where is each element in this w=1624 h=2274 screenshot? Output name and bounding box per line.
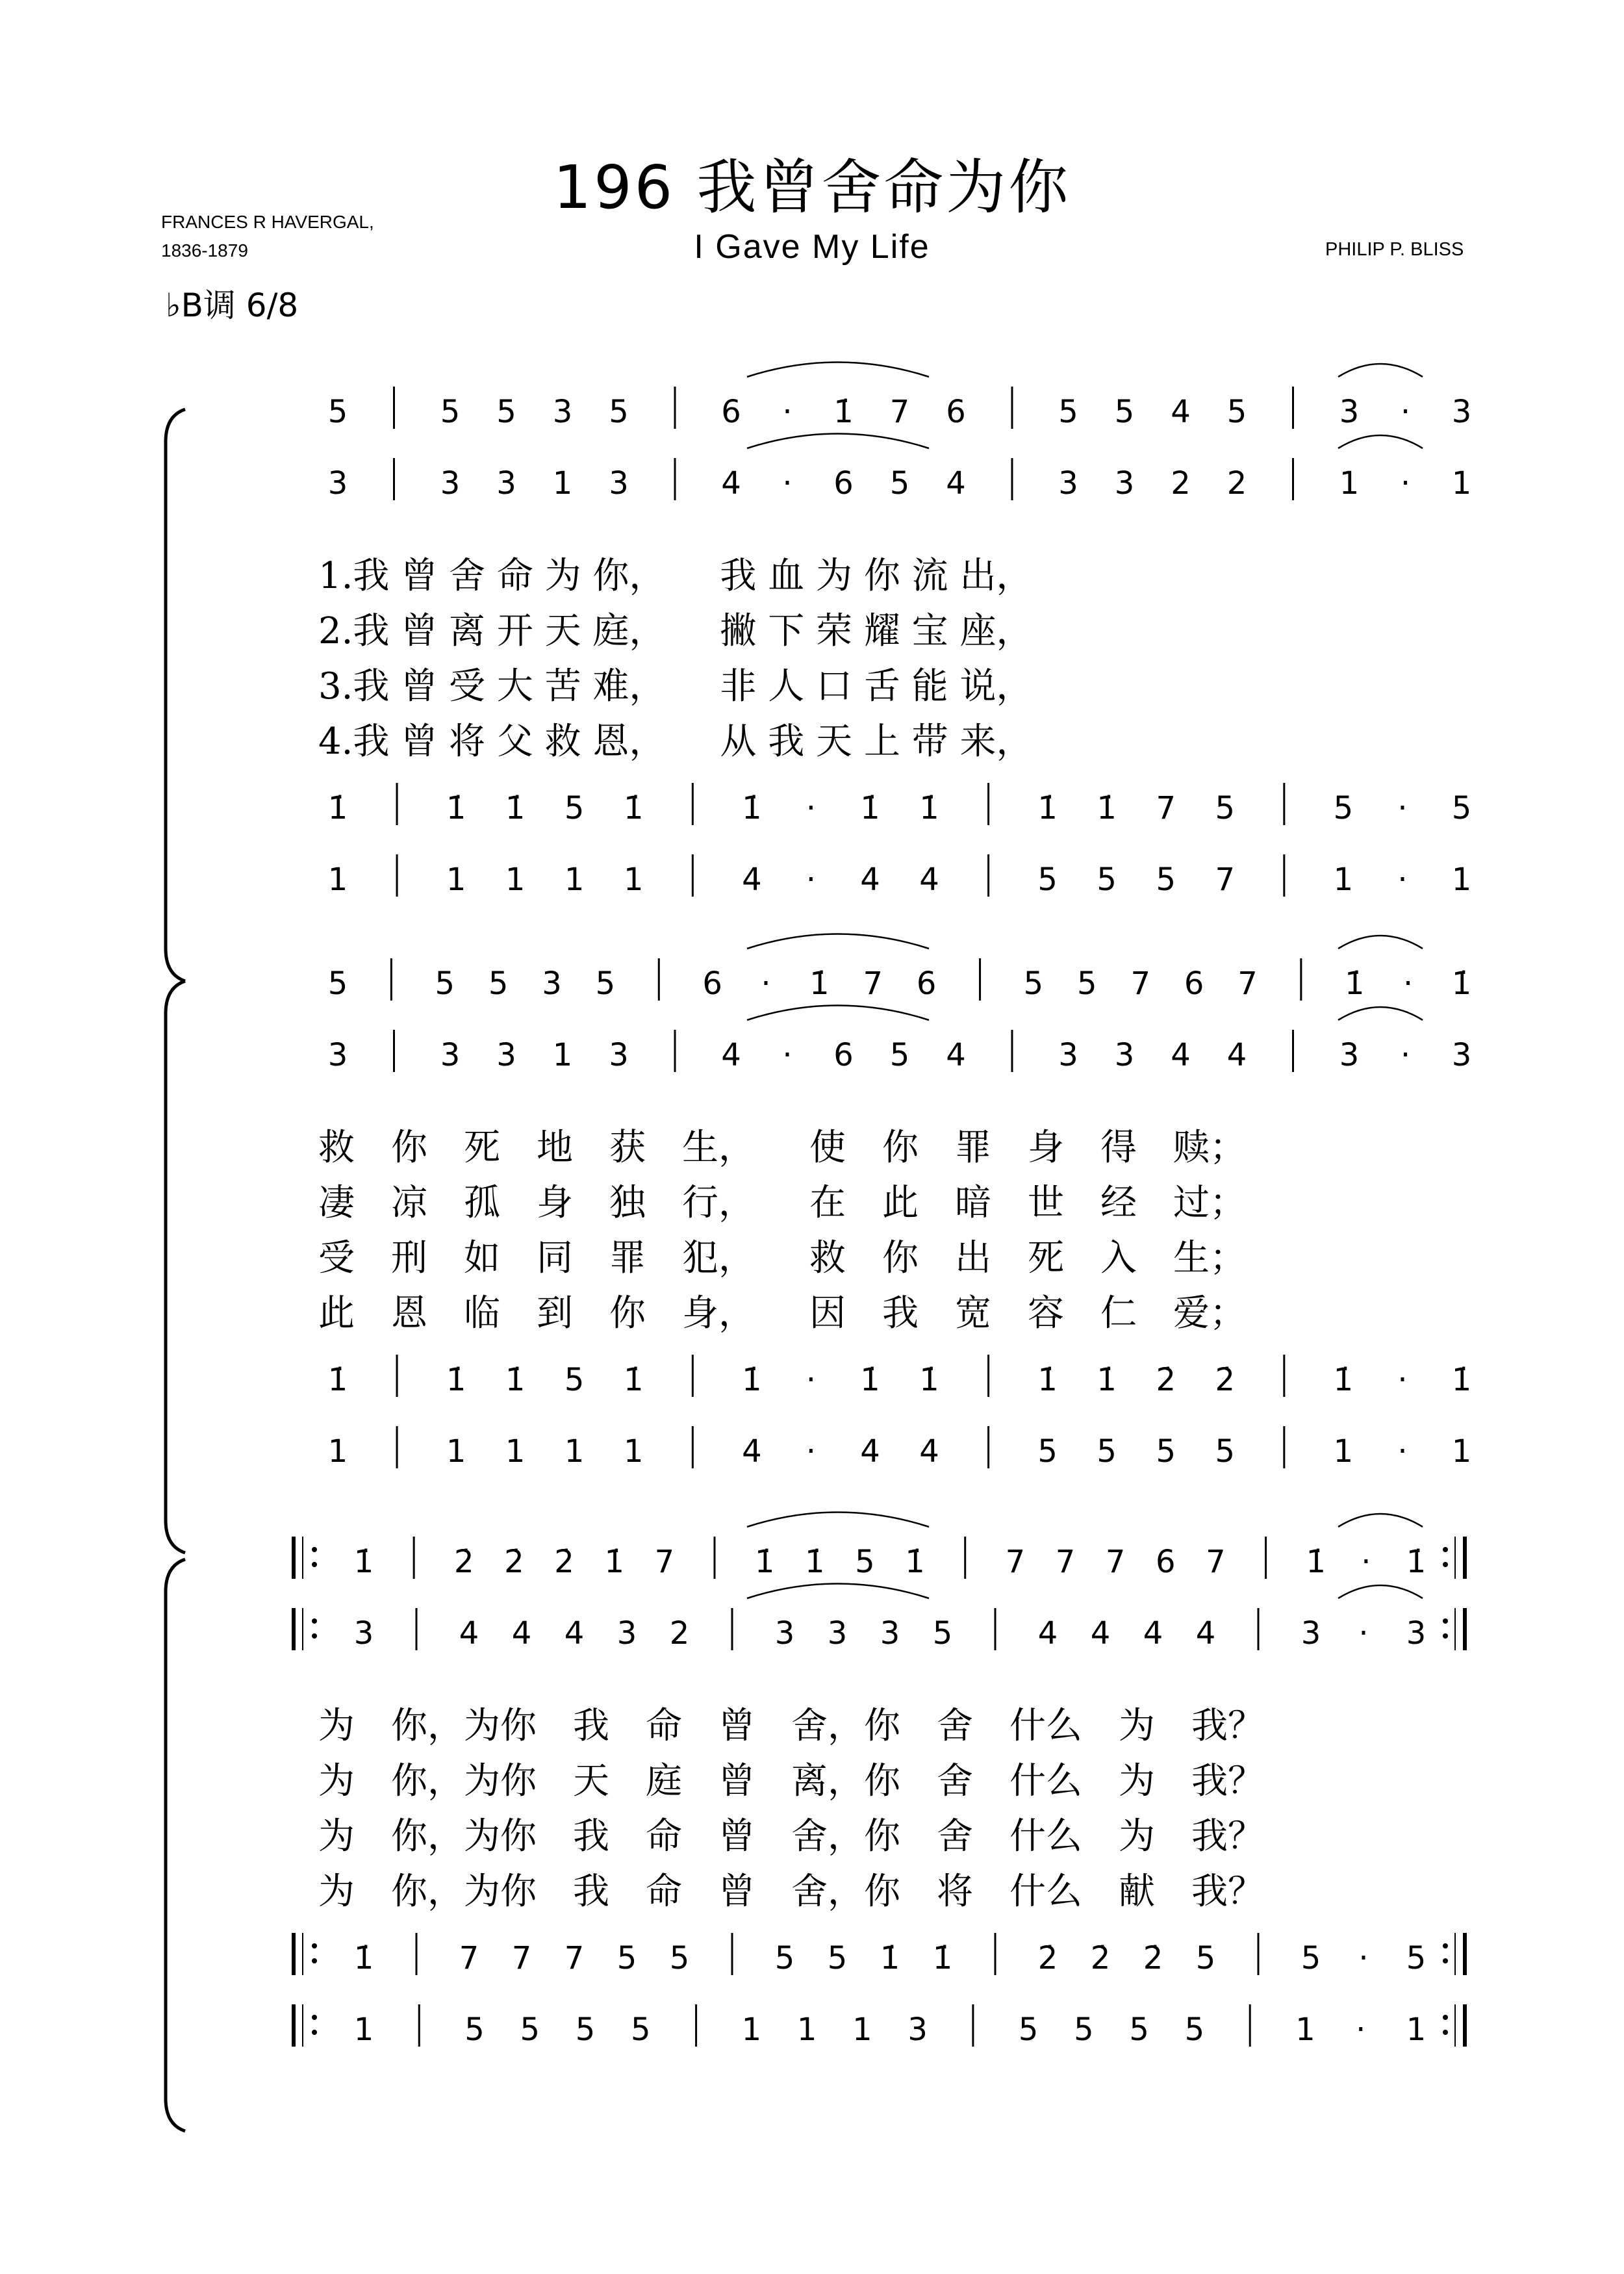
score-note: 1̇ [919, 790, 939, 826]
score-note: 4 [742, 1433, 762, 1470]
key-signature: ♭B调 6/8 [166, 287, 299, 324]
score-note: 5 [435, 965, 455, 1002]
score-note: 2̇ [554, 1544, 574, 1580]
score-note: · [1361, 1544, 1371, 1580]
score-note: 4 [919, 1433, 939, 1470]
score-note: 1 [446, 1433, 466, 1470]
lyric-line: 救 你 死 地 获 生， 使 你 罪 身 得 赎； [318, 1127, 1246, 1169]
score-note: 1̇ [1451, 965, 1472, 1002]
score-note: · [782, 394, 793, 430]
slur [1338, 1007, 1423, 1020]
score-note: 5 [1300, 1940, 1321, 1976]
slur [1338, 435, 1423, 448]
score-note: 4 [919, 862, 939, 898]
score-note: 1 [1451, 465, 1472, 502]
score-note: · [1358, 1940, 1369, 1976]
score-note: 3 [1114, 465, 1135, 502]
score-note: 1̇ [905, 1544, 925, 1580]
score-note: 7 [511, 1940, 532, 1976]
score-note: 3 [609, 1037, 629, 1073]
score-note: 3 [880, 1615, 900, 1652]
score-note: 1 [552, 465, 573, 502]
score-note: 3 [1058, 465, 1078, 502]
system-brace [166, 981, 185, 1553]
score-note: 2 [1226, 465, 1247, 502]
score-note: 1̇ [742, 790, 762, 826]
lyric-line: 4.我 曾 将 父 救 恩， 从 我 天 上 带 来， [318, 721, 1033, 763]
score-note: 7 [1215, 862, 1236, 898]
score-note: 4 [1226, 1037, 1247, 1073]
score-note: · [1402, 965, 1414, 1002]
score-note: 1̇ [1037, 790, 1058, 826]
score-note: 1̇ [932, 1940, 953, 1976]
score-note: 2̇ [1090, 1940, 1111, 1976]
score-note: 1̇ [754, 1544, 775, 1580]
score-note: 5 [855, 1544, 875, 1580]
score-note: · [1358, 1615, 1369, 1652]
score-note: 5 [327, 965, 348, 1002]
score-note: 5 [631, 2012, 651, 2048]
score-note: 7 [1206, 1544, 1226, 1580]
score-note: 5 [564, 790, 585, 826]
score-note: 2̇ [1156, 1362, 1176, 1398]
score-note: 7 [1005, 1544, 1026, 1580]
score-note: · [806, 790, 817, 826]
repeat-dot [1443, 1547, 1448, 1552]
repeat-dot [312, 1618, 317, 1624]
score-note: 1̇ [327, 790, 348, 826]
score-note: 1̇ [805, 1544, 825, 1580]
score-note: 5 [1184, 2012, 1205, 2048]
score-note: 1̇ [1097, 1362, 1117, 1398]
score-note: 5 [932, 1615, 953, 1652]
score-note: 2 [669, 1615, 690, 1652]
score-note: 1̇ [353, 1940, 374, 1976]
score-note: 5 [1058, 394, 1078, 430]
repeat-dot [312, 2015, 317, 2020]
score-note: 4 [946, 1037, 966, 1073]
score-note: 1̇ [505, 790, 526, 826]
score-note: 1 [1451, 1433, 1472, 1470]
system-brace [166, 409, 185, 981]
score-note: 5 [774, 1940, 795, 1976]
repeat-dot [1443, 2015, 1448, 2020]
score-note: 5 [1018, 2012, 1039, 2048]
lyric-line: 2.我 曾 离 开 天 庭， 撇 下 荣 耀 宝 座， [318, 610, 1033, 652]
score-note: 1 [564, 862, 585, 898]
score-note: 5 [1037, 1433, 1058, 1470]
score-note: 1̇ [1097, 790, 1117, 826]
score-note: 5 [464, 2012, 485, 2048]
slur [747, 934, 929, 949]
score-note: 6 [946, 394, 966, 430]
score-note: 3 [440, 465, 461, 502]
score-note: 2̇ [504, 1544, 524, 1580]
lyric-line: 此 恩 临 到 你 身， 因 我 宽 容 仁 爱； [318, 1292, 1246, 1335]
score-note: · [1397, 790, 1408, 826]
score-note: 4 [860, 1433, 880, 1470]
score-note: 1̇ [1344, 965, 1365, 1002]
repeat-dot [1443, 1958, 1448, 1963]
score-note: 5 [609, 394, 629, 430]
score-note: 4 [564, 1615, 585, 1652]
score-note: 1̇ [880, 1940, 900, 1976]
slur [1338, 936, 1423, 949]
repeat-dot [312, 1562, 317, 1567]
score-note: 3 [616, 1615, 637, 1652]
score-note: 7 [1237, 965, 1258, 1002]
system-brace [166, 1559, 185, 2131]
score-note: 4 [860, 862, 880, 898]
score-note: 3 [327, 1037, 348, 1073]
score-note: · [782, 465, 793, 502]
score-note: 5 [889, 1037, 910, 1073]
score-note: 1̇ [919, 1362, 939, 1398]
score-note: 7 [564, 1940, 585, 1976]
score-note: 5 [1333, 790, 1354, 826]
score-note: 4 [459, 1615, 479, 1652]
score-note: 5 [1097, 862, 1117, 898]
score-note: 5 [1406, 1940, 1427, 1976]
score-note: 1 [796, 2012, 817, 2048]
score-note: 7 [1105, 1544, 1126, 1580]
score-note: 3 [827, 1615, 848, 1652]
slur [1338, 364, 1423, 377]
score-note: 2̇ [1037, 1940, 1058, 1976]
score-note: 1 [1333, 862, 1354, 898]
score-note: 4 [511, 1615, 532, 1652]
score-note: 5 [1156, 1433, 1176, 1470]
score-note: 6 [1184, 965, 1204, 1002]
score-note: 1̇ [353, 1544, 374, 1580]
score-note: 4 [946, 465, 966, 502]
score-note: 5 [1195, 1940, 1216, 1976]
repeat-dot [1443, 1633, 1448, 1639]
score-note: 5 [1023, 965, 1044, 1002]
score-note: 5 [575, 2012, 596, 2048]
score-note: 4 [742, 862, 762, 898]
score-note: 3 [1300, 1615, 1321, 1652]
score-note: 5 [669, 1940, 690, 1976]
score-note: 1 [1406, 2012, 1427, 2048]
score-note: 7 [654, 1544, 675, 1580]
score-note: 1̇ [446, 1362, 466, 1398]
hymn-subtitle: I Gave My Life [694, 228, 930, 266]
score-note: 5 [327, 394, 348, 430]
score-note: 7 [889, 394, 910, 430]
score-note: 1̇ [1333, 1362, 1354, 1398]
score-note: 3 [1114, 1037, 1135, 1073]
score-note: 1 [327, 1433, 348, 1470]
slur [1338, 1585, 1423, 1598]
score-note: 3 [542, 965, 562, 1002]
score-note: 1̇ [623, 1362, 644, 1398]
repeat-dot [312, 1633, 317, 1639]
repeat-dot [312, 1958, 317, 1963]
score-note: 1̇ [505, 1362, 526, 1398]
score-note: 3 [552, 394, 573, 430]
score-note: · [1356, 2012, 1366, 2048]
score-note: · [806, 862, 817, 898]
lyricist-name: FRANCES R HAVERGAL, [161, 212, 374, 232]
score-note: 1 [1451, 862, 1472, 898]
score-note: 1 [505, 862, 526, 898]
score-note: 3 [353, 1615, 374, 1652]
score-note: 1̇ [809, 965, 830, 1002]
score-note: 5 [889, 465, 910, 502]
score-note: 4 [721, 1037, 741, 1073]
lyric-line: 为 你，为你 我 命 曾 舍，你 舍 什么 为 我？ [318, 1705, 1264, 1747]
score-note: · [761, 965, 771, 1002]
score-note: 1 [564, 1433, 585, 1470]
score-note: 3 [327, 465, 348, 502]
score-note: 6 [721, 394, 741, 430]
score-note: 1 [552, 1037, 573, 1073]
score-note: 3 [1339, 394, 1360, 430]
score-note: 1̇ [860, 790, 880, 826]
score-note: · [1397, 1362, 1408, 1398]
score-note: 5 [616, 1940, 637, 1976]
score-note: 3 [440, 1037, 461, 1073]
score-note: 7 [1130, 965, 1150, 1002]
score-note: 3 [1339, 1037, 1360, 1073]
score-note: 3 [496, 1037, 516, 1073]
score-note: 5 [1451, 790, 1472, 826]
score-note: · [1400, 394, 1411, 430]
lyric-line: 3.我 曾 受 大 苦 难， 非 人 口 舌 能 说， [318, 665, 1033, 708]
repeat-dot [1443, 1562, 1448, 1567]
score-note: 3 [1058, 1037, 1078, 1073]
score-note: 5 [1215, 1433, 1236, 1470]
score-note: 3 [1406, 1615, 1427, 1652]
score-note: 4 [1037, 1615, 1058, 1652]
score-note: · [806, 1362, 817, 1398]
score-note: 5 [488, 965, 509, 1002]
score-note: 5 [520, 2012, 540, 2048]
score-note: 2̇ [454, 1544, 474, 1580]
score-note: 5 [1077, 965, 1097, 1002]
score-note: 5 [1226, 394, 1247, 430]
score-note: 5 [1097, 1433, 1117, 1470]
score-note: 5 [496, 394, 516, 430]
score-note: 4 [1090, 1615, 1111, 1652]
score-note: 4 [1143, 1615, 1163, 1652]
score-note: 4 [1195, 1615, 1216, 1652]
score-note: 1̇ [860, 1362, 880, 1398]
lyric-line: 1.我 曾 舍 命 为 你， 我 血 为 你 流 出， [318, 555, 1033, 597]
score-note: 6 [1156, 1544, 1176, 1580]
score-note: 1̇ [833, 394, 854, 430]
score-note: 7 [1156, 790, 1176, 826]
score-note: 1̇ [604, 1544, 624, 1580]
score-note: 5 [1156, 862, 1176, 898]
score-note: · [1397, 862, 1408, 898]
score-note: 1̇ [1451, 1362, 1472, 1398]
slur [747, 363, 929, 377]
score-note: 1̇ [1037, 1362, 1058, 1398]
repeat-dot [312, 1547, 317, 1552]
slur [747, 1513, 929, 1527]
composer-credit: PHILIP P. BLISS [1325, 239, 1464, 260]
score-note: · [806, 1433, 817, 1470]
score-note: 7 [863, 965, 883, 1002]
score-note: 5 [1074, 2012, 1094, 2048]
score-note: 4 [1171, 1037, 1191, 1073]
slur [747, 434, 929, 449]
score-note: 2̇ [1215, 1362, 1236, 1398]
score-note: 3 [1451, 394, 1472, 430]
slur [1338, 1514, 1423, 1527]
lyric-line: 为 你，为你 我 命 曾 舍，你 舍 什么 为 我？ [318, 1815, 1264, 1858]
score-note: 1̇ [446, 790, 466, 826]
score-note: 2 [1171, 465, 1191, 502]
score-note: 7 [459, 1940, 479, 1976]
score-note: 1̇ [1406, 1544, 1427, 1580]
score-note: 1 [623, 862, 644, 898]
hymn-title: 196 我曾舍命为你 [553, 153, 1071, 222]
score-note: 5 [1114, 394, 1135, 430]
lyric-line: 凄 凉 孤 身 独 行， 在 此 暗 世 经 过； [318, 1182, 1246, 1224]
score-note: 6 [916, 965, 937, 1002]
score-note: 3 [496, 465, 516, 502]
score-note: 6 [833, 1037, 854, 1073]
score-note: 1 [505, 1433, 526, 1470]
lyric-line: 为 你，为你 我 命 曾 舍，你 将 什么 献 我？ [318, 1871, 1264, 1913]
score-note: 5 [595, 965, 616, 1002]
lyric-line: 受 刑 如 同 罪 犯， 救 你 出 死 入 生； [318, 1237, 1246, 1279]
score-note: 1 [353, 2012, 374, 2048]
score-note: 1 [852, 2012, 872, 2048]
score-note: 4 [721, 465, 741, 502]
repeat-dot [312, 1943, 317, 1948]
score-note: 1̇ [327, 1362, 348, 1398]
score-note: · [782, 1037, 793, 1073]
score-note: · [1397, 1433, 1408, 1470]
score-note: 3 [774, 1615, 795, 1652]
score-note: 5 [1037, 862, 1058, 898]
score-note: 4 [1171, 394, 1191, 430]
score-note: 3 [1451, 1037, 1472, 1073]
slur [747, 1006, 929, 1021]
score-note: 3 [609, 465, 629, 502]
score-note: 1̇ [1306, 1544, 1326, 1580]
score-note: 1 [623, 1433, 644, 1470]
score-note: 1̇ [742, 1362, 762, 1398]
score-note: 6 [833, 465, 854, 502]
score-note: 5 [1129, 2012, 1149, 2048]
score-note: · [1400, 465, 1411, 502]
repeat-dot [1443, 2030, 1448, 2035]
score-note: 1̇ [623, 790, 644, 826]
repeat-dot [1443, 1618, 1448, 1624]
lyric-line: 为 你，为你 天 庭 曾 离，你 舍 什么 为 我？ [318, 1760, 1264, 1802]
score-note: 5 [440, 394, 461, 430]
repeat-dot [1443, 1943, 1448, 1948]
score-note: 1 [446, 862, 466, 898]
score-note: · [1400, 1037, 1411, 1073]
score-note: 7 [1055, 1544, 1076, 1580]
score-note: 6 [702, 965, 722, 1002]
score-note: 5 [827, 1940, 848, 1976]
score-note: 1 [741, 2012, 762, 2048]
score-note: 2̇ [1143, 1940, 1163, 1976]
score-note: 5 [564, 1362, 585, 1398]
repeat-dot [312, 2030, 317, 2035]
score-note: 1 [1295, 2012, 1315, 2048]
score-note: 1 [1333, 1433, 1354, 1470]
slur [747, 1584, 929, 1599]
score-note: 3 [907, 2012, 928, 2048]
score-note: 5 [1215, 790, 1236, 826]
score-note: 1 [1339, 465, 1360, 502]
score-note: 1 [327, 862, 348, 898]
lyricist-dates: 1836-1879 [161, 240, 248, 261]
